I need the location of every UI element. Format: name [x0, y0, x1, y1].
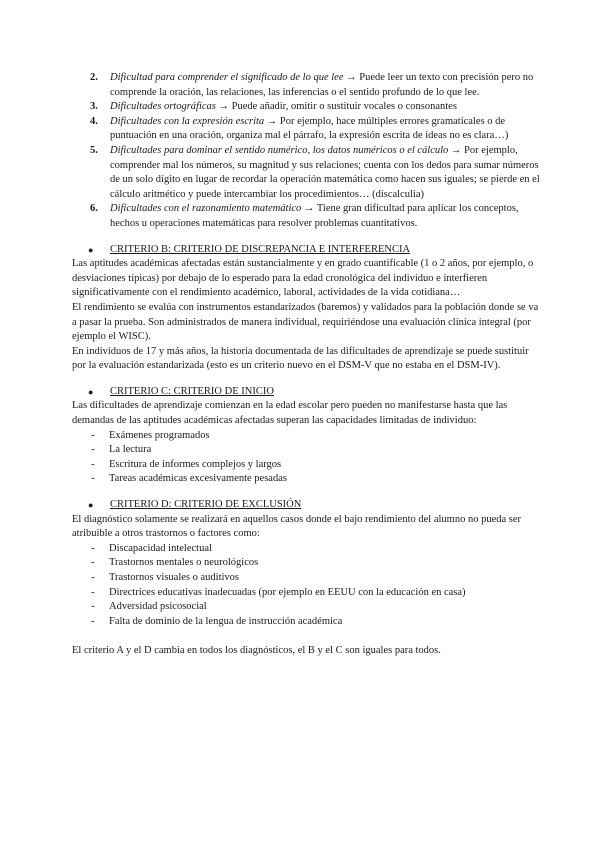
item-number: 3.	[90, 101, 98, 113]
bullet-icon: ●	[88, 500, 94, 511]
item-text: → Puede añadir, omitir o sustituir vocales o consonantes	[215, 101, 457, 113]
item-number: 5.	[90, 144, 98, 156]
list-item	[72, 115, 540, 144]
list-item: - Exámenes programados	[91, 429, 210, 441]
item-number: 4.	[90, 115, 98, 127]
item-text: → Por ejemplo, hace múltiples errores gramaticales o de puntuación en una oración, organiza mal el párrafo, la expresión escrita de ideas no es clara…)	[110, 115, 509, 142]
list-item: - Discapacidad intelectual	[91, 542, 212, 554]
bullet-icon: ●	[88, 386, 94, 397]
section-b-paragraph: El rendimiento se evalúa con instrumentos estandarizados (baremos) y validados para la población donde se va a pasar la prueba. Son administrados de manera individual, requiriéndose una evaluación clínica integral (por ejemplo el WISC).	[72, 301, 539, 343]
section-c-list	[72, 429, 540, 487]
list-item: - La lectura	[91, 444, 152, 456]
section-d-paragraph: El diagnóstico solamente se realizará en aquellos casos donde el bajo rendimiento del alumno no pueda ser atribuible a otros trastornos o factores como:	[72, 513, 522, 540]
section-d-list	[72, 542, 540, 630]
section-d-heading: ● CRITERIO D: CRITERIO DE EXCLUSIÓN	[72, 498, 540, 513]
list-item: - Adversidad psicosocial	[91, 601, 207, 613]
list-item	[72, 144, 540, 202]
item-term: Dificultades con la expresión escrita	[110, 115, 265, 127]
section-b-paragraph: Las aptitudes académicas afectadas están sustancialmente y en grado cuantificable (1 o 2 años, por ejemplo, o desviaciones típicas) por debajo de lo esperado para la edad cronológica del individuo e interfieren significativamente con el rendimiento académico, laboral, actividades de la vida cotidiana…	[72, 258, 534, 299]
item-number: 2.	[90, 72, 98, 83]
item-term: Dificultades con el razonamiento matemático	[110, 203, 302, 215]
list-item	[72, 71, 540, 100]
section-b-heading: ● CRITERIO B: CRITERIO DE DISCREPANCIA E INTERFERENCIA	[72, 243, 540, 258]
item-term: Dificultad para comprender el significado de lo que lee	[110, 72, 344, 83]
item-term: Dificultades ortográficas	[110, 101, 216, 113]
closing-paragraph: El criterio A y el D cambia en todos los diagnósticos, el B y el C son iguales para todos.	[72, 645, 441, 657]
difficulties-list	[72, 71, 540, 232]
list-item	[72, 100, 540, 115]
bullet-icon: ●	[88, 244, 94, 255]
section-c-heading: ● CRITERIO C: CRITERIO DE INICIO	[72, 385, 540, 400]
item-term: Dificultades para dominar el sentido numérico, los datos numéricos o el cálculo	[110, 144, 449, 156]
section-b-paragraph: En individuos de 17 y más años, la historia documentada de las dificultades de aprendizaje se puede sustituir por la evaluación estandarizada (esto es un criterio nuevo en el DSM-V que no estaba en el DSM-IV).	[72, 345, 529, 372]
list-item: - Escritura de informes complejos y largos	[91, 458, 282, 470]
item-text: → Tiene gran dificultad para aplicar los conceptos, hechos u operaciones matemáticas para resolver problemas cuantitativos.	[110, 203, 519, 229]
item-text: → Por ejemplo, comprender mal los números, su magnitud y sus relaciones; cuenta con los dedos para sumar números de un solo dígito en lugar de recordar la operación matemática como hacen sus iguales; se pierde en el cálculo aritmético y puede intercambiar los procedimientos… (discalculia)	[110, 144, 540, 200]
list-item: - Trastornos mentales o neurológicos	[91, 557, 259, 569]
list-item: - Falta de dominio de la lengua de instrucción académica	[91, 615, 343, 627]
item-text: → Puede leer un texto con precisión pero no comprende la oración, las relaciones, las inferencias o el sentido profundo de lo que lee.	[110, 72, 534, 98]
list-item	[72, 202, 540, 231]
section-c-paragraph: Las dificultades de aprendizaje comienzan en la edad escolar pero pueden no manifestarse hasta que las demandas de las aptitudes académicas afectadas superan las capacidades limitadas de individuo:	[72, 400, 508, 427]
list-item: - Tareas académicas excesivamente pesadas	[91, 473, 287, 485]
list-item: - Directrices educativas inadecuadas (por ejemplo en EEUU con la educación en casa)	[91, 586, 466, 598]
item-number: 6.	[90, 203, 98, 215]
list-item: - Trastornos visuales o auditivos	[91, 572, 239, 583]
